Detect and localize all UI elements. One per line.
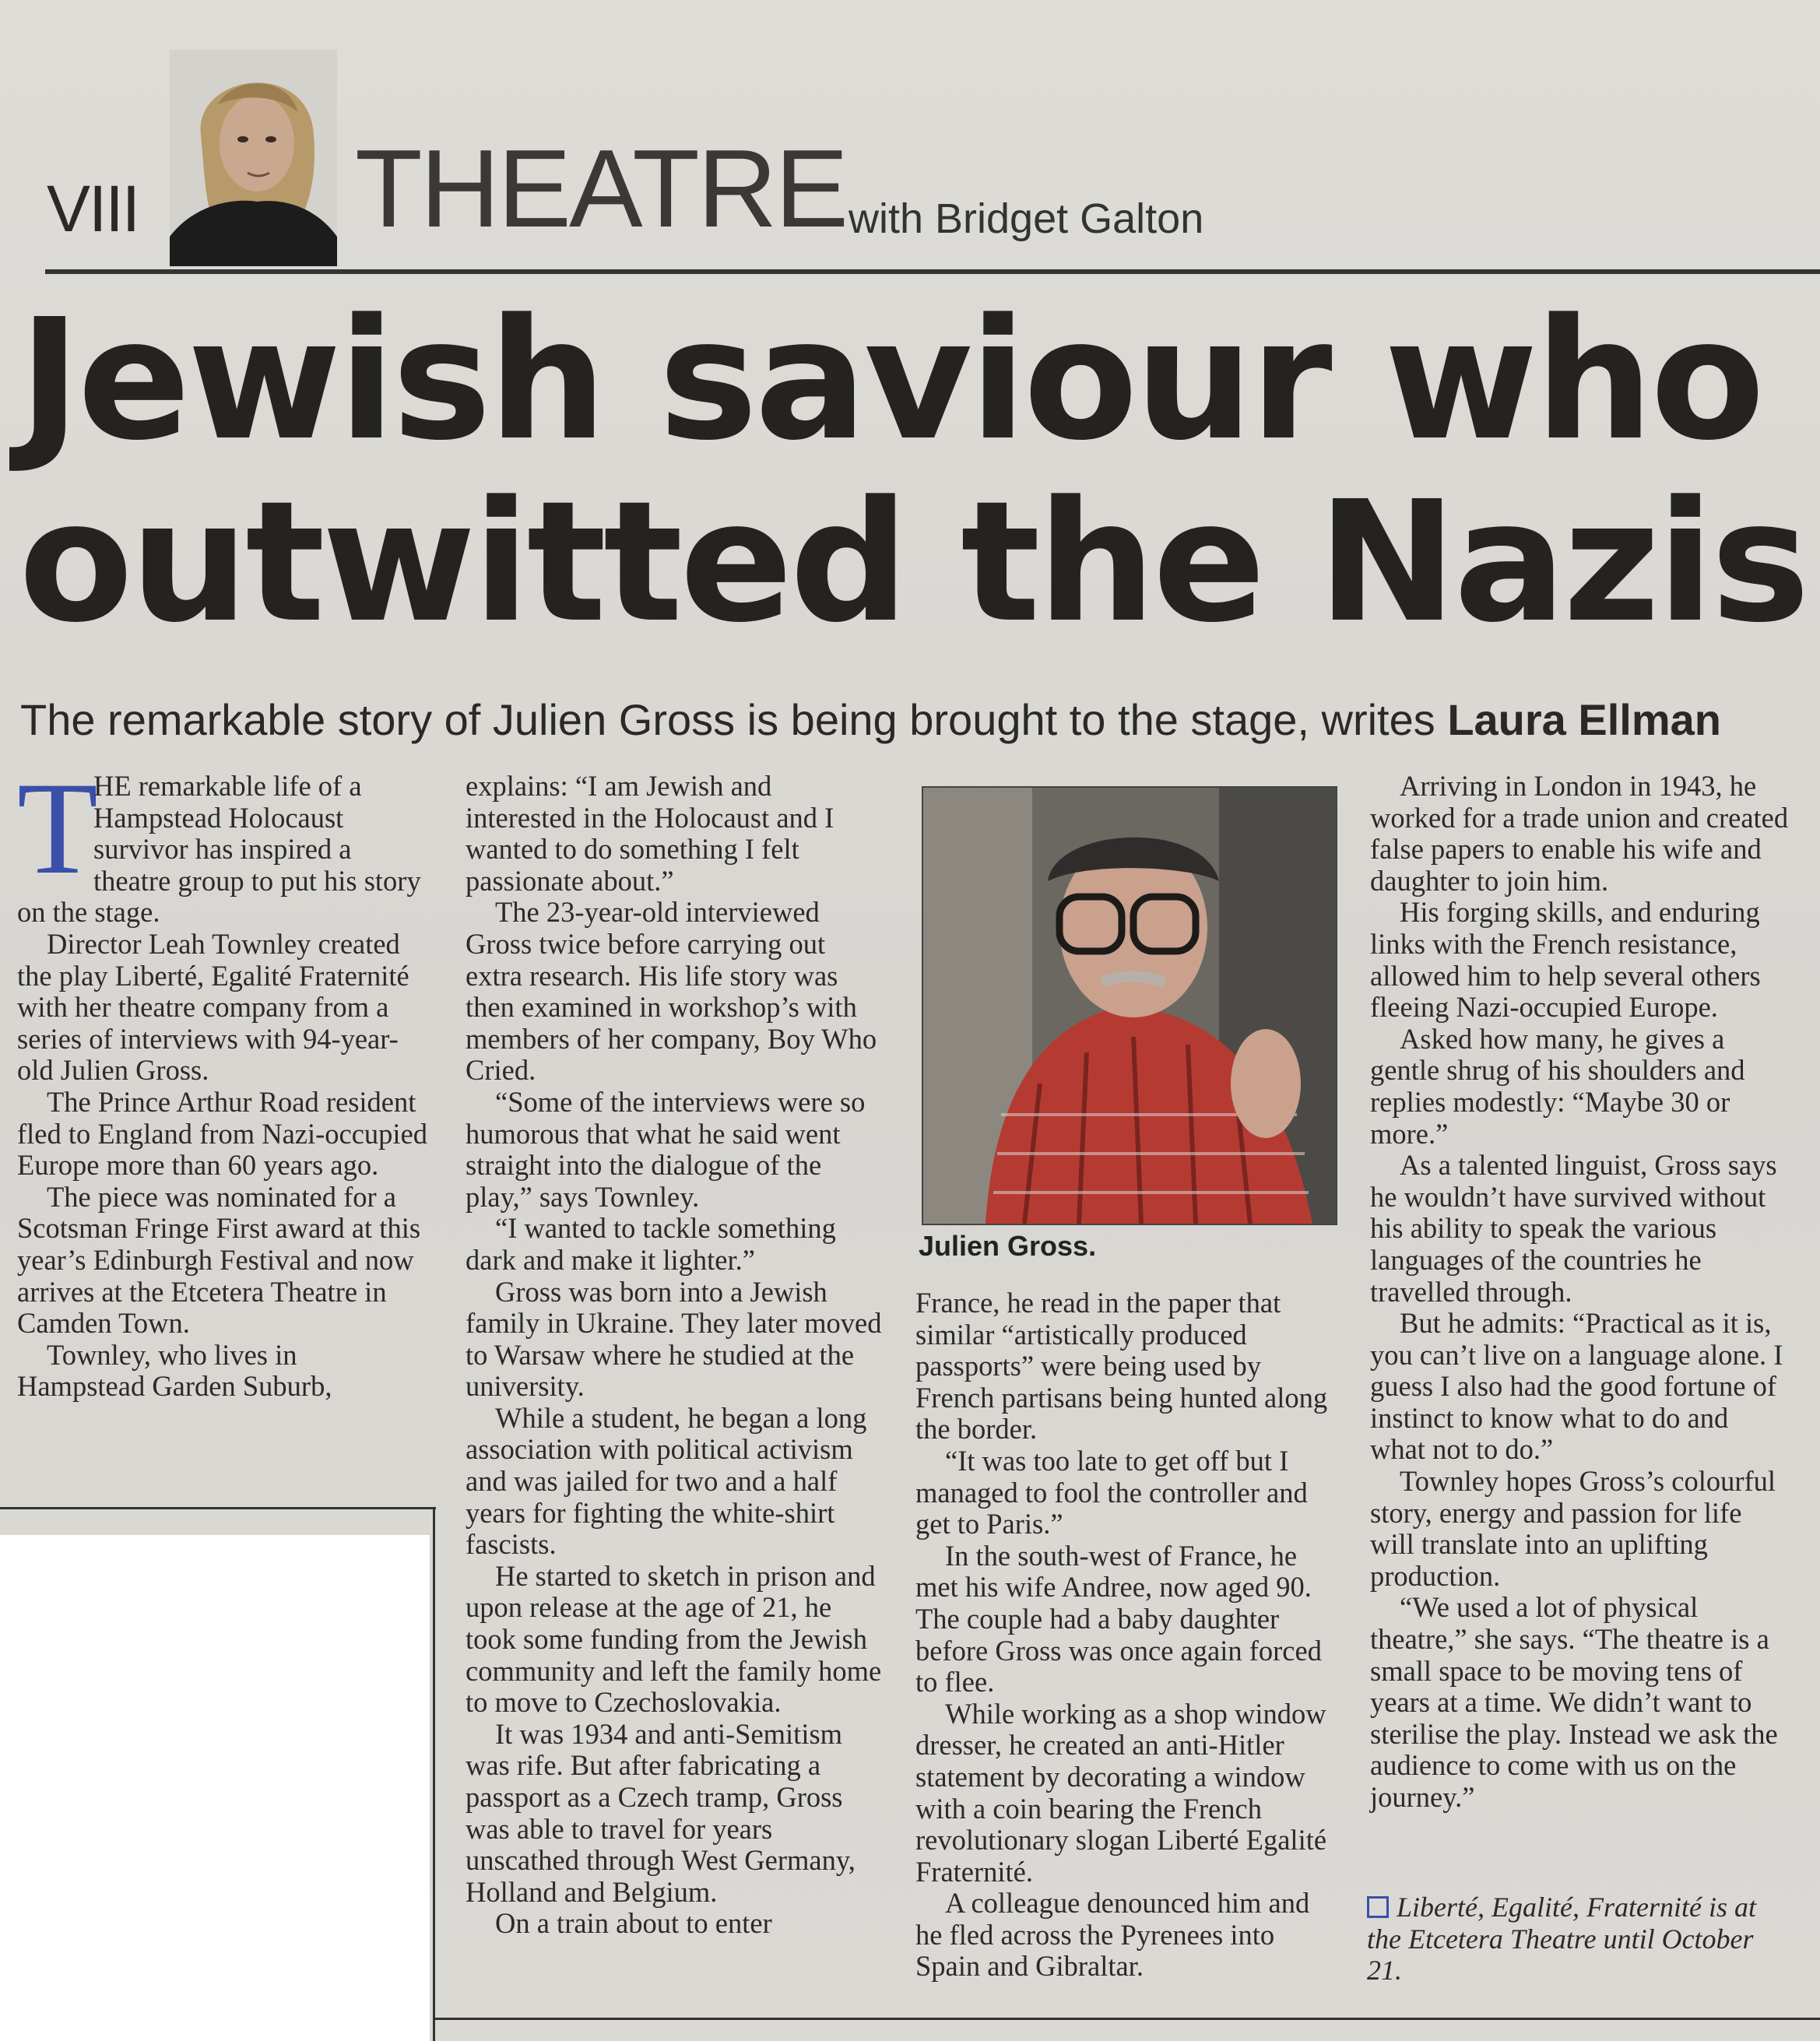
paragraph: “It was too late to get off but I managed to fool the controller and get to Paris.” — [915, 1444, 1308, 1540]
paragraph: explains: “I am Jewish and interested in the Holocaust and I wanted to do something I felt passionate about.” — [466, 770, 834, 897]
header-rule — [45, 269, 1820, 274]
paragraph: While working as a shop window dresser, he created an anti-Hitler statement by decorating a window with a coin bearing the French revolutionary slogan Liberté Egalité Fraternité. — [915, 1697, 1327, 1888]
checkbox-bullet-icon — [1367, 1896, 1389, 1918]
paragraph: France, he read in the paper that similar “artistically produced passports” were being used by French partisans being hunted along the border. — [915, 1287, 1328, 1446]
paragraph: “Some of the interviews were so humorous that what he said went straight into the dialogue of the play,” says Townley. — [466, 1085, 866, 1213]
article-column-2 — [466, 771, 886, 1940]
photo-caption: Julien Gross. — [919, 1230, 1097, 1262]
author-name: Laura Ellman — [1447, 695, 1721, 744]
article-column-4 — [1370, 771, 1790, 1814]
paragraph: On a train about to enter — [495, 1907, 772, 1940]
paragraph: His forging skills, and enduring links with the French resistance, allowed him to help several others fleeing Nazi-occupied Europe. — [1370, 896, 1761, 1024]
paragraph: In the south-west of France, he met his wife Andree, now aged 90. The couple had a baby daughter before Gross was once again forced to flee. — [915, 1539, 1322, 1698]
headline-line-2: outwitted the Nazis — [19, 465, 1808, 659]
paragraph: But he admits: “Practical as it is, you can’t live on a language alone. I guess I also had the good fortune of instinct to know what to do and what not to do.” — [1370, 1307, 1783, 1466]
headline — [19, 283, 1809, 659]
paragraph: The piece was nominated for a Scotsman Fringe First award at this year’s Edinburgh Festival and now arrives at the Etcetera Theatre in Camden Town. — [17, 1180, 421, 1340]
article-column-1 — [17, 755, 430, 1403]
box-rule-left — [433, 1507, 435, 2041]
standfirst-text: The remarkable story of Julien Gross is being brought to the stage, writes — [20, 695, 1435, 744]
paragraph: Director Leah Townley created the play Liberté, Egalité Fraternité with her theatre company from a series of interviews with 94-year-old Julien Gross. — [17, 927, 409, 1087]
drop-cap: T — [17, 755, 98, 901]
paragraph: The 23-year-old interviewed Gross twice before carrying out extra research. His life story was then examined in workshop’s with members of her company, Boy Who Cried. — [466, 896, 877, 1087]
paragraph: “I wanted to tackle something dark and make it lighter.” — [466, 1212, 836, 1276]
paragraph: “We used a lot of physical theatre,” she says. “The theatre is a small space to be moving tens of years at a time. We didn’t want to sterilise the play. Instead we ask the audience to come with us on the journey.” — [1370, 1591, 1778, 1813]
paragraph: As a talented linguist, Gross says he wouldn’t have survived without his ability to speak the various languages of the countries he travelled through. — [1370, 1149, 1777, 1308]
cut-out-area — [0, 1535, 430, 2041]
paragraph: Arriving in London in 1943, he worked for a trade union and created false papers to enable his wife and daughter to join him. — [1370, 770, 1789, 897]
event-info-text: Liberté, Egalité, Fraternité is at the Etcetera Theatre until October 21. — [1367, 1892, 1756, 1987]
paragraph: While a student, he began a long association with political activism and was jailed for two and a half years for fighting the white-shirt fascists. — [466, 1401, 867, 1561]
paragraph: He started to sketch in prison and upon release at the age of 21, he took some funding from the Jewish community and left the family home to move to Czechoslovakia. — [466, 1559, 882, 1719]
event-info — [1367, 1892, 1795, 1987]
paragraph: The Prince Arthur Road resident fled to England from Nazi-occupied Europe more than 60 years ago. — [17, 1085, 428, 1182]
paragraph: Gross was born into a Jewish family in Ukraine. They later moved to Warsaw where he studied at the university. — [466, 1275, 882, 1403]
paragraph: HE remarkable life of a Hampstead Holocaust survivor has inspired a theatre group to put his story on the stage. — [17, 770, 421, 929]
box-rule-bottom — [433, 2018, 1820, 2020]
standfirst — [20, 694, 1811, 745]
column-byline: with Bridget Galton — [849, 195, 1204, 242]
paragraph: Townley, who lives in Hampstead Garden Suburb, — [17, 1338, 332, 1403]
paragraph: Townley hopes Gross’s colourful story, energy and passion for life will translate into an uplifting production. — [1370, 1465, 1776, 1592]
section-number: VIII — [47, 172, 139, 245]
columnist-photo — [170, 50, 337, 266]
section-title: THEATRE — [355, 127, 847, 251]
paragraph: It was 1934 and anti-Semitism was rife. But after fabricating a passport as a Czech tramp, Gross was able to travel for years unscathed through West Germany, Holland and Belgium. — [466, 1717, 856, 1908]
article-column-3 — [915, 1287, 1328, 1983]
paragraph: Asked how many, he gives a gentle shrug of his shoulders and replies modestly: “Maybe 30 or more.” — [1370, 1022, 1745, 1150]
julien-gross-photo — [922, 786, 1337, 1225]
headline-line-1: Jewish saviour who — [19, 283, 1762, 477]
paragraph: A colleague denounced him and he fled across the Pyrenees into Spain and Gibraltar. — [915, 1887, 1310, 1983]
box-rule-top — [0, 1507, 436, 1509]
